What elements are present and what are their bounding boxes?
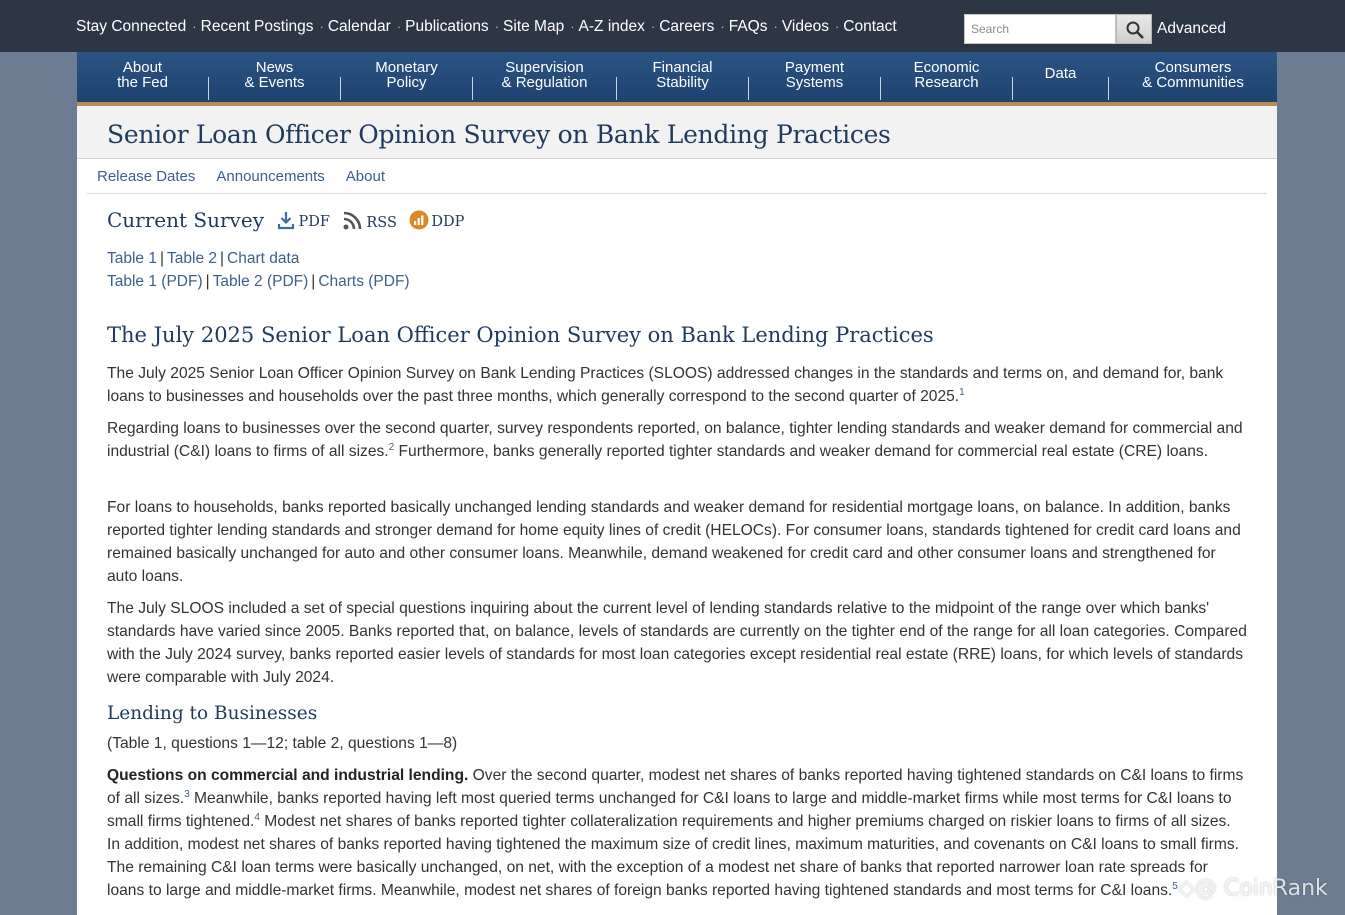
rss-icon bbox=[342, 209, 364, 231]
paragraph-text: Furthermore, banks generally reported tighter standards and weaker demand for commercial real estate (CRE) loans. bbox=[394, 443, 1209, 460]
nav-label-line2: & Regulation bbox=[501, 74, 588, 91]
nav-monetary-policy[interactable] bbox=[341, 52, 472, 102]
section-reference bbox=[107, 732, 1247, 755]
separator: · bbox=[720, 19, 725, 34]
nav-label-line1: Payment bbox=[784, 59, 845, 76]
utility-link-contact[interactable]: Contact bbox=[843, 18, 897, 35]
nav-label-line1: Data bbox=[1044, 65, 1077, 82]
separator: | bbox=[159, 250, 165, 267]
search-icon bbox=[1125, 20, 1145, 40]
separator: · bbox=[773, 19, 778, 34]
nav-data[interactable] bbox=[1013, 52, 1108, 102]
utility-link-a-z-index[interactable]: A-Z index bbox=[578, 18, 645, 35]
separator: · bbox=[192, 19, 197, 34]
table-2-link[interactable]: Table 2 bbox=[167, 250, 217, 267]
sub-nav bbox=[97, 168, 406, 186]
advanced-search-link[interactable]: Advanced bbox=[1157, 20, 1226, 37]
nav-supervision-regulation[interactable] bbox=[473, 52, 616, 102]
table-links bbox=[107, 250, 299, 268]
separator: · bbox=[570, 19, 575, 34]
nav-label-line2: Systems bbox=[785, 74, 844, 91]
pdf-label: PDF bbox=[298, 214, 330, 230]
paragraph bbox=[107, 597, 1247, 689]
nav-financial-stability[interactable] bbox=[617, 52, 748, 102]
nav-label-line1: Consumers bbox=[1154, 59, 1232, 76]
section-heading: Lending to Businesses bbox=[107, 703, 318, 724]
nav-label-line2: Research bbox=[914, 74, 979, 91]
subnav-about[interactable]: About bbox=[345, 168, 385, 185]
table-1-link[interactable]: Table 1 bbox=[107, 250, 157, 267]
paragraph bbox=[107, 417, 1247, 463]
separator: · bbox=[494, 19, 500, 34]
utility-link-videos[interactable]: Videos bbox=[781, 18, 829, 35]
download-icon bbox=[276, 210, 296, 230]
separator: | bbox=[205, 273, 210, 290]
nav-label-line2: the Fed bbox=[117, 74, 168, 91]
nav-news-events[interactable] bbox=[209, 52, 340, 102]
reference-text: (Table 1, questions 1—12; table 2, questions 1—8) bbox=[107, 735, 458, 752]
ddp-chart-icon bbox=[409, 210, 429, 230]
ddp-label: DDP bbox=[431, 214, 465, 230]
paragraph-text: Regarding loans to businesses over the second quarter, survey respondents reported, on balance, tighter lending standards and weaker demand for commercial and industrial (C&I) loans to firms of all sizes. bbox=[107, 420, 1243, 460]
utility-links bbox=[70, 18, 897, 36]
separator: · bbox=[834, 19, 840, 34]
paragraph-lead: Questions on commercial and industrial lending. bbox=[107, 767, 469, 784]
paragraph-text: For loans to households, banks reported basically unchanged lending standards and weaker demand for residential mortgage loans, on balance. In addition, banks reported tighter lending standards and stronger demand for home equity lines of credit (HELOCs). For consumer loans, standards tightened for credit card loans and remained basically unchanged for auto and other consumer loans. Meanwhile, demand weakened for credit card and other consumer loans and strengthened for auto loans. bbox=[107, 499, 1241, 585]
ddp-link[interactable] bbox=[409, 214, 464, 230]
nav-label-line1: About bbox=[122, 59, 163, 76]
subnav-announcements[interactable]: Announcements bbox=[216, 168, 325, 185]
nav-consumers-communities[interactable] bbox=[1109, 52, 1277, 102]
page-title: Senior Loan Officer Opinion Survey on Bank Lending Practices bbox=[107, 120, 891, 149]
nav-label-line2: Policy bbox=[386, 74, 427, 91]
footnote-ref[interactable]: 5 bbox=[1172, 880, 1178, 892]
nav-economic-research[interactable] bbox=[881, 52, 1012, 102]
article-heading: The July 2025 Senior Loan Officer Opinion Survey on Bank Lending Practices bbox=[107, 323, 934, 347]
table-2-pdf-link[interactable]: Table 2 (PDF) bbox=[212, 273, 309, 290]
nav-label-line1: Supervision bbox=[505, 59, 584, 76]
pdf-link[interactable] bbox=[276, 214, 329, 230]
separator: | bbox=[311, 273, 316, 290]
title-band bbox=[77, 106, 1277, 159]
utility-link-site-map[interactable]: Site Map bbox=[503, 18, 565, 35]
separator: | bbox=[220, 250, 225, 267]
paragraph bbox=[107, 496, 1247, 588]
nav-label-line1: Economic bbox=[913, 59, 980, 76]
nav-label-line1: Monetary bbox=[375, 59, 438, 76]
watermark-text: CoinRank bbox=[1223, 876, 1328, 901]
main-nav bbox=[77, 52, 1277, 106]
paragraph-text: Meanwhile, banks reported having left most queried terms unchanged for C&I loans to large and middle-market firms while most terms for C&I loans to small firms tightened. bbox=[107, 790, 1232, 830]
utility-link-careers[interactable]: Careers bbox=[659, 18, 715, 35]
nav-label-line2: & Events bbox=[244, 74, 305, 91]
separator: · bbox=[396, 19, 402, 34]
footnote-ref[interactable]: 1 bbox=[959, 386, 965, 398]
utility-link-stay-connected[interactable]: Stay Connected bbox=[76, 18, 187, 35]
separator: · bbox=[319, 19, 324, 34]
divider bbox=[87, 193, 1267, 194]
utility-bar bbox=[0, 0, 1345, 52]
utility-link-recent-postings[interactable]: Recent Postings bbox=[200, 18, 314, 35]
paragraph-text: The July SLOOS included a set of special questions inquiring about the current level of lending standards relative to the midpoint of the range over which banks' standards have varied since 2005. Banks reported that, on balance, levels of standards are currently on the tighter end of the range for all loan categories. Compared with the July 2024 survey, banks reported easier levels of standards for most loan categories except residential real estate (RRE) loans, for which levels of standards were comparable with July 2024. bbox=[107, 600, 1247, 686]
nav-label-line1: Financial bbox=[652, 59, 713, 76]
watermark: ◇@ CoinRank bbox=[1178, 876, 1328, 901]
paragraph bbox=[107, 362, 1247, 408]
paragraph-text: Modest net shares of banks reported tighter collateralization requirements and higher premiums charged on riskier loans to firms of all sizes. In addition, modest net shares of banks reported having tightened the maximum size of credit lines, maximum maturities, and covenants on C&I loans to small firms. The remaining C&I loan terms were basically unchanged, on net, with the exception of a modest net share of banks that reported narrower loan rate spreads for loans to large and middle-market firms. Meanwhile, modest net shares of foreign banks reported having tightened standards and most terms for C&I loans. bbox=[107, 813, 1239, 899]
paragraph-text: Over the second quarter, modest net shares of banks reported having tightened standards on C&I loans to firms of all sizes. bbox=[107, 767, 1244, 807]
search-input[interactable] bbox=[964, 14, 1116, 44]
nav-label-line1: News bbox=[255, 59, 294, 76]
utility-link-faqs[interactable]: FAQs bbox=[728, 18, 768, 35]
separator: · bbox=[650, 19, 656, 34]
search-button[interactable] bbox=[1116, 14, 1152, 44]
nav-about-the-fed[interactable] bbox=[77, 52, 208, 102]
utility-link-calendar[interactable]: Calendar bbox=[327, 18, 391, 35]
table-1-pdf-link[interactable]: Table 1 (PDF) bbox=[107, 273, 203, 290]
nav-label-line2: Stability bbox=[656, 74, 709, 91]
nav-label-line2: & Communities bbox=[1142, 74, 1244, 91]
content-panel bbox=[77, 106, 1277, 915]
footnote-ref[interactable]: 3 bbox=[184, 788, 190, 800]
rss-link[interactable] bbox=[342, 215, 397, 231]
current-survey-heading: Current Survey bbox=[107, 208, 264, 232]
footnote-ref[interactable]: 2 bbox=[388, 441, 395, 453]
chart-data-link[interactable]: Chart data bbox=[227, 250, 300, 267]
paragraph-text: The July 2025 Senior Loan Officer Opinion Survey on Bank Lending Practices (SLOOS) addressed changes in the standards and terms on, and demand for, bank loans to businesses and households over the past three months, which generally correspond to the second quarter of 2025. bbox=[107, 365, 1224, 405]
paragraph bbox=[107, 764, 1247, 902]
charts-pdf-link[interactable]: Charts (PDF) bbox=[318, 273, 410, 290]
utility-link-publications[interactable]: Publications bbox=[405, 18, 489, 35]
nav-payment-systems[interactable] bbox=[749, 52, 880, 102]
footnote-ref[interactable]: 4 bbox=[254, 811, 260, 823]
pdf-table-links bbox=[107, 273, 410, 291]
subnav-release-dates[interactable]: Release Dates bbox=[97, 168, 196, 185]
current-survey-header bbox=[107, 208, 464, 232]
rss-label: RSS bbox=[366, 215, 397, 231]
